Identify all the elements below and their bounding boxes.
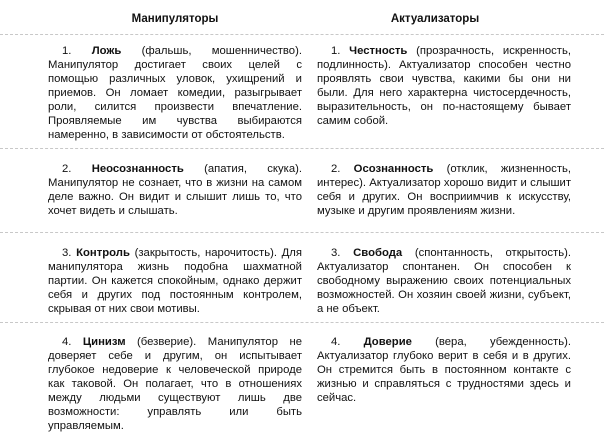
item-number: 2. bbox=[331, 163, 341, 175]
manipulator-trait-1 bbox=[48, 44, 302, 142]
item-number: 4. bbox=[331, 336, 341, 348]
header-actualizers: Актуализаторы bbox=[390, 13, 480, 25]
row-separator bbox=[0, 34, 604, 35]
trait-description: (безверие). Манипулятор не доверяет себе и другим, он испытывает глубокое недоверие к человеческой природе как таковой. Он полагает, что в отношениях между людьми существуют лишь две возможности: управлять или быть управляемым. bbox=[48, 336, 302, 432]
item-number: 1. bbox=[62, 45, 72, 57]
actualizer-trait-4 bbox=[317, 335, 571, 405]
item-number: 2. bbox=[62, 163, 72, 175]
trait-description: (спонтанность, открытость). Актуализатор спонтанен. Он способен к свободному выражению своих потенциальных возможностей. Он хозяин своей жизни, субъект, а не объект. bbox=[317, 247, 572, 315]
trait-term: Неосознанность bbox=[91, 163, 184, 175]
manipulator-trait-4 bbox=[48, 335, 302, 433]
trait-term: Контроль bbox=[76, 247, 130, 259]
trait-description: (фальшь, мошенничество). Манипулятор достигает своих целей с помощью различных уловок, ухищрений и приемов. Он ломает комедии, разыгрывает роли, силится произвести впечатление. Проявляемые им чувства выбираются намеренно, в зависимости от обстоятельств. bbox=[48, 45, 302, 141]
trait-term: Доверие bbox=[363, 336, 412, 348]
trait-term: Честность bbox=[349, 45, 408, 57]
trait-term: Ложь bbox=[91, 45, 122, 57]
header-manipulators: Манипуляторы bbox=[131, 13, 219, 25]
item-number: 4. bbox=[62, 336, 72, 348]
actualizer-trait-3 bbox=[317, 246, 571, 316]
item-number: 3. bbox=[331, 247, 341, 259]
trait-description: (вера, убежденность). Актуализатор глубоко верит в себя и в других. Он стремится быть в постоянном контакте с жизнью и справляться с трудностями здесь и сейчас. bbox=[317, 336, 572, 404]
trait-term: Осознанность bbox=[353, 163, 434, 175]
actualizer-trait-1 bbox=[317, 44, 571, 128]
trait-description: (прозрачность, искренность, подлинность). Актуализатор способен честно проявлять свои чувства, какими бы они ни были. Для него характерна чистосердечность, выразительность, он по-настоящему бывает самим собой. bbox=[317, 45, 571, 127]
item-number: 1. bbox=[331, 45, 341, 57]
trait-description: (отклик, жизненность, интерес). Актуализатор хорошо видит и слышит себя и других. Он восприимчив к искусству, музыке и другим проявлениям жизни. bbox=[317, 163, 572, 217]
manipulator-trait-3 bbox=[48, 246, 302, 316]
row-separator bbox=[0, 322, 604, 323]
trait-term: Свобода bbox=[353, 247, 403, 259]
row-separator bbox=[0, 232, 604, 233]
manipulator-trait-2 bbox=[48, 162, 302, 218]
trait-description: (апатия, скука). Манипулятор не сознает, что в жизни на самом деле важно. Он видит и слышит лишь то, что хочет видеть и слышать. bbox=[48, 163, 302, 217]
trait-description: (закрытость, нарочитость). Для манипулятора жизнь подобна шахматной партии. Он кажется спокойным, однако держит себя и других под постоянным контролем, скрывая от них свои мотивы. bbox=[48, 247, 303, 315]
actualizer-trait-2 bbox=[317, 162, 571, 218]
item-number: 3. bbox=[62, 247, 72, 259]
row-separator bbox=[0, 148, 604, 149]
trait-term: Цинизм bbox=[82, 336, 126, 348]
